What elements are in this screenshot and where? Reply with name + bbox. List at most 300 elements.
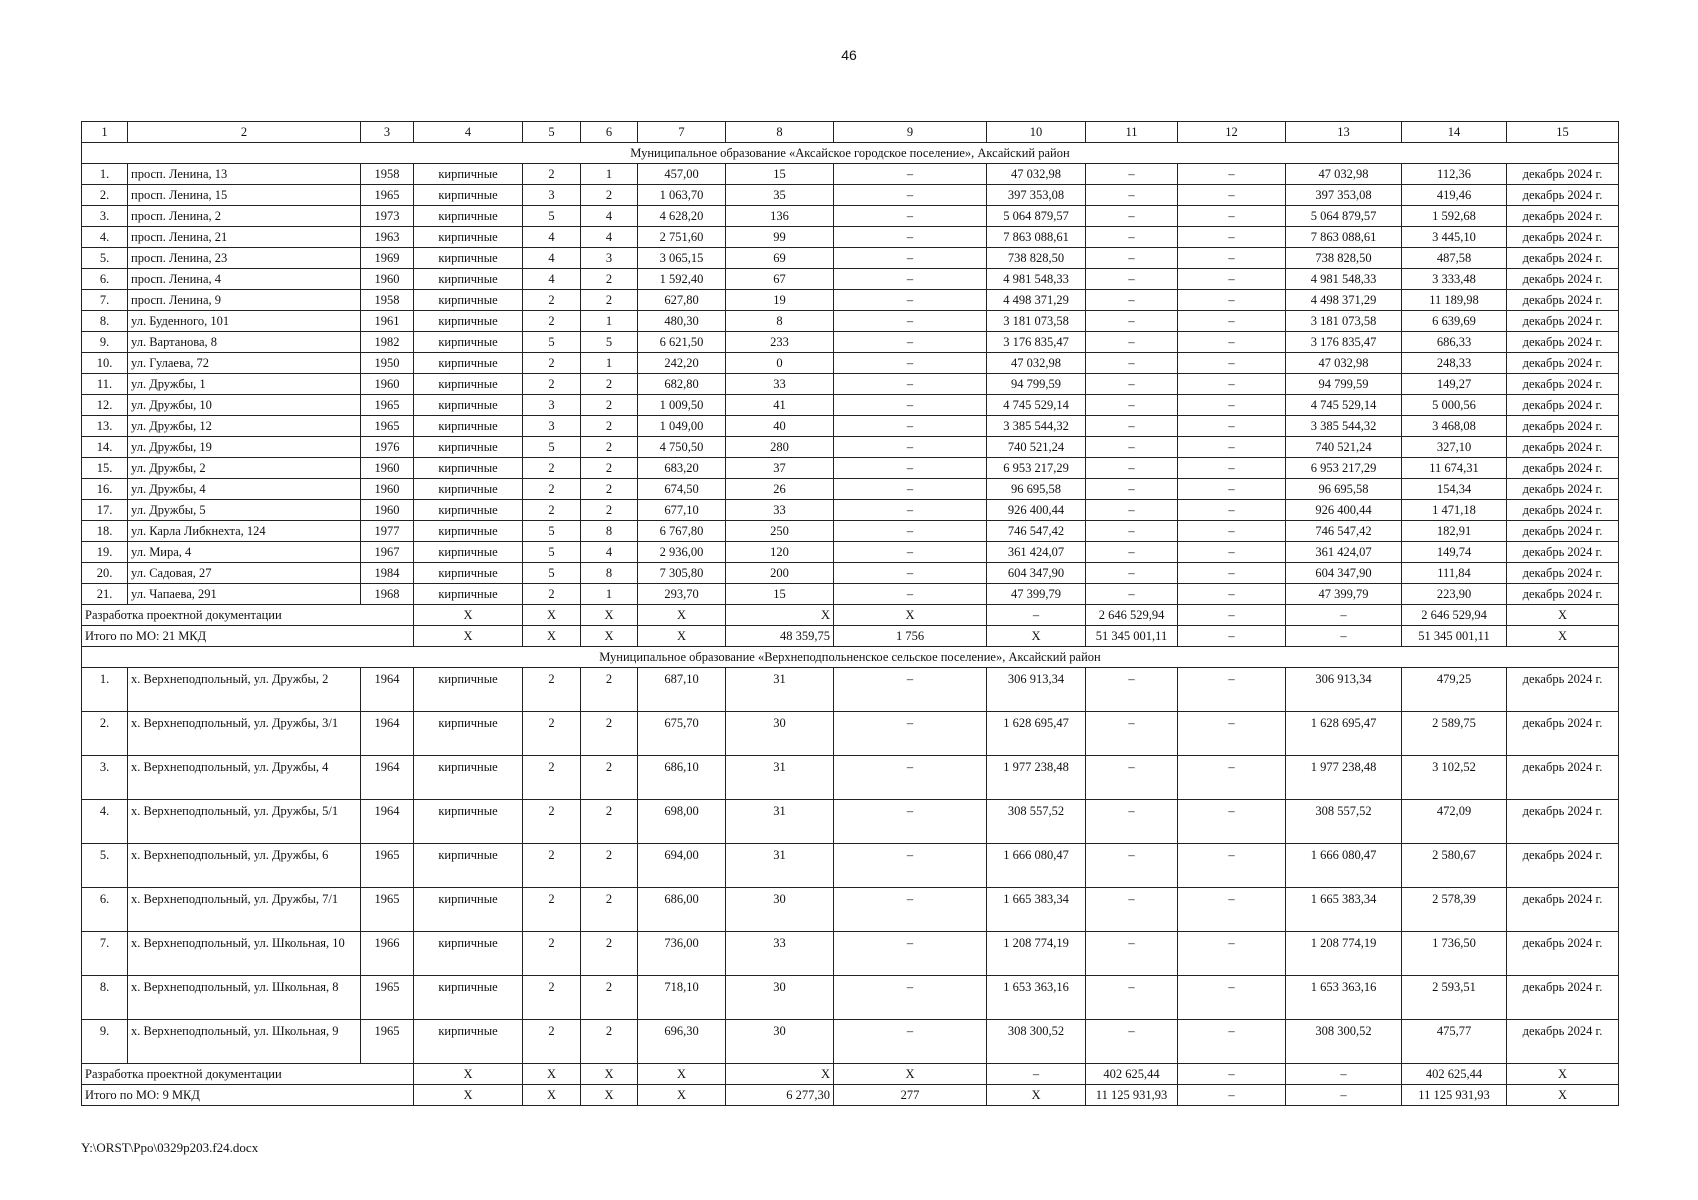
table-cell: 2 589,75 <box>1402 712 1507 756</box>
table-cell: декабрь 2024 г. <box>1507 227 1619 248</box>
table-cell: ул. Чапаева, 291 <box>128 584 361 605</box>
table-cell: 1 666 080,47 <box>1286 844 1402 888</box>
table-cell: кирпичные <box>414 290 523 311</box>
table-cell: 2 <box>581 185 638 206</box>
table-cell: кирпичные <box>414 185 523 206</box>
table-cell: просп. Ленина, 21 <box>128 227 361 248</box>
table-cell: 2 <box>523 584 581 605</box>
table-cell: – <box>834 437 987 458</box>
table-cell: кирпичные <box>414 458 523 479</box>
table-cell: 96 695,58 <box>1286 479 1402 500</box>
table-cell: 7 863 088,61 <box>987 227 1086 248</box>
table-cell: просп. Ленина, 15 <box>128 185 361 206</box>
table-cell: 740 521,24 <box>987 437 1086 458</box>
table-cell: 47 399,79 <box>987 584 1086 605</box>
table-cell: 308 557,52 <box>1286 800 1402 844</box>
summary-cell: Х <box>1507 626 1619 647</box>
column-number-header: 3 <box>361 122 414 143</box>
table-cell: ул. Дружбы, 19 <box>128 437 361 458</box>
table-cell: 4 498 371,29 <box>987 290 1086 311</box>
table-cell: кирпичные <box>414 584 523 605</box>
table-row <box>82 932 1619 976</box>
table-cell: – <box>1178 844 1286 888</box>
table-cell: – <box>834 227 987 248</box>
table-cell: 3 468,08 <box>1402 416 1507 437</box>
table-cell: декабрь 2024 г. <box>1507 458 1619 479</box>
table-cell: кирпичные <box>414 500 523 521</box>
table-cell: 30 <box>726 888 834 932</box>
table-cell: 1965 <box>361 976 414 1020</box>
column-number-header: 2 <box>128 122 361 143</box>
table-cell: 2 <box>523 500 581 521</box>
table-cell: 4 745 529,14 <box>1286 395 1402 416</box>
table-cell: 19 <box>726 290 834 311</box>
table-cell: 1 063,70 <box>638 185 726 206</box>
table-cell: декабрь 2024 г. <box>1507 437 1619 458</box>
table-cell: – <box>1178 332 1286 353</box>
table-cell: 2 <box>581 374 638 395</box>
column-number-header: 12 <box>1178 122 1286 143</box>
table-cell: 2. <box>82 185 128 206</box>
table-cell: 2 <box>523 756 581 800</box>
table-cell: – <box>834 416 987 437</box>
table-cell: – <box>834 374 987 395</box>
table-cell: просп. Ленина, 13 <box>128 164 361 185</box>
table-cell: 3 176 835,47 <box>987 332 1086 353</box>
table-cell: кирпичные <box>414 164 523 185</box>
table-cell: 746 547,42 <box>1286 521 1402 542</box>
table-cell: 5. <box>82 844 128 888</box>
table-cell: 5. <box>82 248 128 269</box>
table-row <box>82 374 1619 395</box>
column-number-header-row <box>82 122 1619 143</box>
table-cell: ул. Дружбы, 4 <box>128 479 361 500</box>
table-cell: 1 628 695,47 <box>1286 712 1402 756</box>
table-cell: 2 <box>581 800 638 844</box>
table-cell: – <box>834 332 987 353</box>
table-cell: 2 <box>523 844 581 888</box>
table-cell: 11. <box>82 374 128 395</box>
table-cell: 4 <box>523 269 581 290</box>
table-cell: 686,10 <box>638 756 726 800</box>
summary-cell: 11 125 931,93 <box>1402 1085 1507 1106</box>
table-cell: просп. Ленина, 9 <box>128 290 361 311</box>
table-cell: декабрь 2024 г. <box>1507 584 1619 605</box>
table-cell: – <box>1086 269 1178 290</box>
table-cell: 1967 <box>361 542 414 563</box>
table-cell: 698,00 <box>638 800 726 844</box>
table-cell: 1963 <box>361 227 414 248</box>
table-row <box>82 332 1619 353</box>
table-cell: кирпичные <box>414 353 523 374</box>
table-cell: х. Верхнеподпольный, ул. Дружбы, 5/1 <box>128 800 361 844</box>
table-cell: 397 353,08 <box>1286 185 1402 206</box>
table-row <box>82 888 1619 932</box>
table-cell: – <box>1086 164 1178 185</box>
section-title-row <box>82 647 1619 668</box>
table-row <box>82 668 1619 712</box>
table-cell: кирпичные <box>414 395 523 416</box>
table-cell: – <box>834 185 987 206</box>
table-cell: 686,33 <box>1402 332 1507 353</box>
summary-cell: 277 <box>834 1085 987 1106</box>
table-cell: 15. <box>82 458 128 479</box>
table-cell: 41 <box>726 395 834 416</box>
table-cell: 18. <box>82 521 128 542</box>
table-cell: 1965 <box>361 416 414 437</box>
summary-cell: – <box>1178 605 1286 626</box>
table-cell: – <box>834 542 987 563</box>
summary-cell: 2 646 529,94 <box>1086 605 1178 626</box>
table-cell: 6 953 217,29 <box>987 458 1086 479</box>
table-cell: 2 <box>581 395 638 416</box>
table-cell: – <box>1178 668 1286 712</box>
table-row <box>82 521 1619 542</box>
table-cell: кирпичные <box>414 844 523 888</box>
table-row <box>82 353 1619 374</box>
table-cell: 15 <box>726 164 834 185</box>
summary-cell: Х <box>726 1064 834 1085</box>
table-cell: 6 621,50 <box>638 332 726 353</box>
table-cell: ул. Дружбы, 5 <box>128 500 361 521</box>
table-cell: х. Верхнеподпольный, ул. Школьная, 9 <box>128 1020 361 1064</box>
table-cell: – <box>1178 563 1286 584</box>
table-cell: 487,58 <box>1402 248 1507 269</box>
table-row <box>82 976 1619 1020</box>
table-cell: 2 <box>523 668 581 712</box>
table-cell: 718,10 <box>638 976 726 1020</box>
table-cell: – <box>1178 888 1286 932</box>
table-cell: – <box>1178 932 1286 976</box>
summary-cell: Х <box>414 1085 523 1106</box>
table-cell: – <box>834 800 987 844</box>
column-number-header: 14 <box>1402 122 1507 143</box>
table-cell: 4 <box>581 227 638 248</box>
table-cell: 457,00 <box>638 164 726 185</box>
table-cell: 8. <box>82 976 128 1020</box>
table-body <box>82 122 1619 1106</box>
table-cell: 4 981 548,33 <box>987 269 1086 290</box>
column-number-header: 1 <box>82 122 128 143</box>
summary-label: Итого по МО: 9 МКД <box>82 1085 414 1106</box>
table-cell: – <box>834 500 987 521</box>
table-cell: 1 208 774,19 <box>1286 932 1402 976</box>
table-row <box>82 756 1619 800</box>
table-cell: 4 <box>523 227 581 248</box>
table-cell: 2 <box>523 479 581 500</box>
table-cell: 2 <box>523 353 581 374</box>
table-cell: 604 347,90 <box>1286 563 1402 584</box>
table-cell: 5 <box>581 332 638 353</box>
table-cell: 1 471,18 <box>1402 500 1507 521</box>
table-row <box>82 563 1619 584</box>
table-cell: х. Верхнеподпольный, ул. Дружбы, 4 <box>128 756 361 800</box>
table-cell: 2 <box>581 976 638 1020</box>
table-cell: 2 <box>581 668 638 712</box>
table-row <box>82 290 1619 311</box>
table-cell: 674,50 <box>638 479 726 500</box>
table-cell: – <box>1086 563 1178 584</box>
table-cell: 3 181 073,58 <box>987 311 1086 332</box>
table-cell: 4 <box>581 206 638 227</box>
table-cell: 1958 <box>361 164 414 185</box>
table-cell: х. Верхнеподпольный, ул. Дружбы, 3/1 <box>128 712 361 756</box>
table-cell: 480,30 <box>638 311 726 332</box>
table-cell: 250 <box>726 521 834 542</box>
summary-cell: Х <box>581 1085 638 1106</box>
table-cell: кирпичные <box>414 668 523 712</box>
table-cell: декабрь 2024 г. <box>1507 206 1619 227</box>
table-cell: 9. <box>82 332 128 353</box>
table-row <box>82 437 1619 458</box>
summary-cell: 1 756 <box>834 626 987 647</box>
table-cell: 14. <box>82 437 128 458</box>
table-cell: 33 <box>726 500 834 521</box>
table-cell: 1 208 774,19 <box>987 932 1086 976</box>
table-cell: кирпичные <box>414 479 523 500</box>
table-cell: 2 <box>581 932 638 976</box>
table-cell: декабрь 2024 г. <box>1507 542 1619 563</box>
table-cell: 11 189,98 <box>1402 290 1507 311</box>
table-cell: 2 <box>523 311 581 332</box>
table-cell: просп. Ленина, 23 <box>128 248 361 269</box>
table-cell: 1 <box>581 311 638 332</box>
table-cell: – <box>1086 353 1178 374</box>
table-row <box>82 248 1619 269</box>
table-cell: 11 674,31 <box>1402 458 1507 479</box>
summary-cell: 402 625,44 <box>1402 1064 1507 1085</box>
summary-cell: 2 646 529,94 <box>1402 605 1507 626</box>
table-cell: ул. Дружбы, 1 <box>128 374 361 395</box>
table-cell: 4 628,20 <box>638 206 726 227</box>
table-cell: 31 <box>726 756 834 800</box>
table-cell: – <box>1086 332 1178 353</box>
table-cell: 16. <box>82 479 128 500</box>
table-cell: 67 <box>726 269 834 290</box>
column-number-header: 8 <box>726 122 834 143</box>
table-cell: кирпичные <box>414 437 523 458</box>
table-cell: 6 767,80 <box>638 521 726 542</box>
table-cell: – <box>1086 888 1178 932</box>
table-row <box>82 458 1619 479</box>
table-cell: 8 <box>581 521 638 542</box>
table-cell: – <box>1178 227 1286 248</box>
table-cell: 6. <box>82 888 128 932</box>
summary-cell: Х <box>987 1085 1086 1106</box>
summary-cell: 51 345 001,11 <box>1402 626 1507 647</box>
table-cell: 683,20 <box>638 458 726 479</box>
summary-cell: 11 125 931,93 <box>1086 1085 1178 1106</box>
table-cell: – <box>1086 311 1178 332</box>
table-cell: декабрь 2024 г. <box>1507 185 1619 206</box>
table-cell: 682,80 <box>638 374 726 395</box>
table-cell: 306 913,34 <box>987 668 1086 712</box>
table-cell: 1 049,00 <box>638 416 726 437</box>
table-cell: 1 009,50 <box>638 395 726 416</box>
table-cell: 926 400,44 <box>1286 500 1402 521</box>
table-cell: – <box>1178 164 1286 185</box>
table-cell: 397 353,08 <box>987 185 1086 206</box>
table-cell: 5 000,56 <box>1402 395 1507 416</box>
table-row <box>82 416 1619 437</box>
table-cell: 1977 <box>361 521 414 542</box>
table-cell: 2 <box>581 500 638 521</box>
table-cell: – <box>1086 542 1178 563</box>
page-number: 46 <box>841 47 857 63</box>
table-cell: кирпичные <box>414 563 523 584</box>
table-cell: 4 <box>523 248 581 269</box>
summary-cell: 51 345 001,11 <box>1086 626 1178 647</box>
table-cell: 604 347,90 <box>987 563 1086 584</box>
table-cell: – <box>834 668 987 712</box>
table-cell: 40 <box>726 416 834 437</box>
table-cell: 5 <box>523 437 581 458</box>
table-cell: 1964 <box>361 800 414 844</box>
table-cell: 3 181 073,58 <box>1286 311 1402 332</box>
table-cell: 3 <box>523 395 581 416</box>
table-cell: 47 032,98 <box>1286 164 1402 185</box>
summary-cell: – <box>1286 1064 1402 1085</box>
table-cell: декабрь 2024 г. <box>1507 374 1619 395</box>
table-cell: х. Верхнеподпольный, ул. Дружбы, 6 <box>128 844 361 888</box>
data-table-container <box>81 121 1618 1106</box>
table-cell: – <box>1086 248 1178 269</box>
section-title: Муниципальное образование «Верхнеподпольненское сельское поселение», Аксайский район <box>82 647 1619 668</box>
table-cell: 1965 <box>361 395 414 416</box>
table-cell: 1 <box>581 584 638 605</box>
table-cell: 2 <box>523 888 581 932</box>
summary-cell: – <box>1178 1085 1286 1106</box>
table-cell: 3. <box>82 206 128 227</box>
table-cell: 3 <box>581 248 638 269</box>
table-cell: 182,91 <box>1402 521 1507 542</box>
table-row <box>82 269 1619 290</box>
table-cell: 233 <box>726 332 834 353</box>
table-cell: декабрь 2024 г. <box>1507 332 1619 353</box>
table-cell: декабрь 2024 г. <box>1507 668 1619 712</box>
table-cell: 30 <box>726 712 834 756</box>
data-table <box>81 121 1619 1106</box>
table-cell: кирпичные <box>414 206 523 227</box>
table-cell: 7. <box>82 290 128 311</box>
table-cell: 2 <box>523 976 581 1020</box>
table-row <box>82 844 1619 888</box>
table-cell: 1965 <box>361 185 414 206</box>
summary-cell: 6 277,30 <box>726 1085 834 1106</box>
table-cell: кирпичные <box>414 269 523 290</box>
table-cell: 19. <box>82 542 128 563</box>
table-cell: 1960 <box>361 458 414 479</box>
table-cell: 47 032,98 <box>987 353 1086 374</box>
table-cell: – <box>1086 976 1178 1020</box>
table-cell: – <box>1086 500 1178 521</box>
table-cell: 112,36 <box>1402 164 1507 185</box>
table-cell: – <box>1086 416 1178 437</box>
column-number-header: 13 <box>1286 122 1402 143</box>
table-cell: 2 <box>581 269 638 290</box>
total-row <box>82 626 1619 647</box>
table-cell: 1964 <box>361 712 414 756</box>
summary-cell: 402 625,44 <box>1086 1064 1178 1085</box>
table-cell: 248,33 <box>1402 353 1507 374</box>
total-row <box>82 1085 1619 1106</box>
table-cell: – <box>1086 800 1178 844</box>
table-cell: – <box>834 1020 987 1064</box>
table-cell: 33 <box>726 374 834 395</box>
table-cell: 1964 <box>361 756 414 800</box>
table-cell: ул. Дружбы, 10 <box>128 395 361 416</box>
table-cell: 293,70 <box>638 584 726 605</box>
table-cell: 9. <box>82 1020 128 1064</box>
table-cell: 686,00 <box>638 888 726 932</box>
table-cell: 33 <box>726 932 834 976</box>
summary-cell: Х <box>414 605 523 626</box>
table-cell: 2 <box>581 416 638 437</box>
table-cell: 306 913,34 <box>1286 668 1402 712</box>
column-number-header: 15 <box>1507 122 1619 143</box>
column-number-header: 6 <box>581 122 638 143</box>
table-cell: – <box>1086 227 1178 248</box>
table-cell: 1984 <box>361 563 414 584</box>
table-cell: 1964 <box>361 668 414 712</box>
summary-cell: Х <box>581 1064 638 1085</box>
summary-cell: Х <box>523 1085 581 1106</box>
table-cell: 2 578,39 <box>1402 888 1507 932</box>
table-cell: 1950 <box>361 353 414 374</box>
table-cell: 17. <box>82 500 128 521</box>
table-cell: ул. Вартанова, 8 <box>128 332 361 353</box>
table-cell: 10. <box>82 353 128 374</box>
summary-cell: Х <box>581 605 638 626</box>
table-cell: 3 445,10 <box>1402 227 1507 248</box>
table-cell: 3. <box>82 756 128 800</box>
table-cell: 6 639,69 <box>1402 311 1507 332</box>
summary-cell: Х <box>834 605 987 626</box>
table-cell: – <box>834 353 987 374</box>
table-cell: 47 399,79 <box>1286 584 1402 605</box>
table-cell: кирпичные <box>414 311 523 332</box>
table-cell: – <box>1178 248 1286 269</box>
table-cell: 2 936,00 <box>638 542 726 563</box>
table-cell: кирпичные <box>414 756 523 800</box>
table-cell: 1982 <box>361 332 414 353</box>
table-cell: – <box>1178 437 1286 458</box>
table-cell: – <box>834 563 987 584</box>
table-cell: 4 745 529,14 <box>987 395 1086 416</box>
table-cell: – <box>1178 1020 1286 1064</box>
table-cell: – <box>1178 712 1286 756</box>
table-cell: – <box>834 844 987 888</box>
summary-cell: – <box>1286 605 1402 626</box>
table-cell: – <box>1086 668 1178 712</box>
table-cell: – <box>1086 437 1178 458</box>
table-cell: декабрь 2024 г. <box>1507 395 1619 416</box>
summary-cell: Х <box>1507 1064 1619 1085</box>
table-cell: – <box>834 584 987 605</box>
table-cell: 1965 <box>361 888 414 932</box>
table-cell: ул. Карла Либкнехта, 124 <box>128 521 361 542</box>
table-cell: – <box>1086 374 1178 395</box>
table-cell: 8. <box>82 311 128 332</box>
table-cell: 2 <box>581 437 638 458</box>
table-cell: 3 102,52 <box>1402 756 1507 800</box>
section-title-row <box>82 143 1619 164</box>
table-cell: декабрь 2024 г. <box>1507 563 1619 584</box>
table-cell: декабрь 2024 г. <box>1507 164 1619 185</box>
table-cell: 3 385 544,32 <box>987 416 1086 437</box>
table-cell: 136 <box>726 206 834 227</box>
table-cell: кирпичные <box>414 976 523 1020</box>
